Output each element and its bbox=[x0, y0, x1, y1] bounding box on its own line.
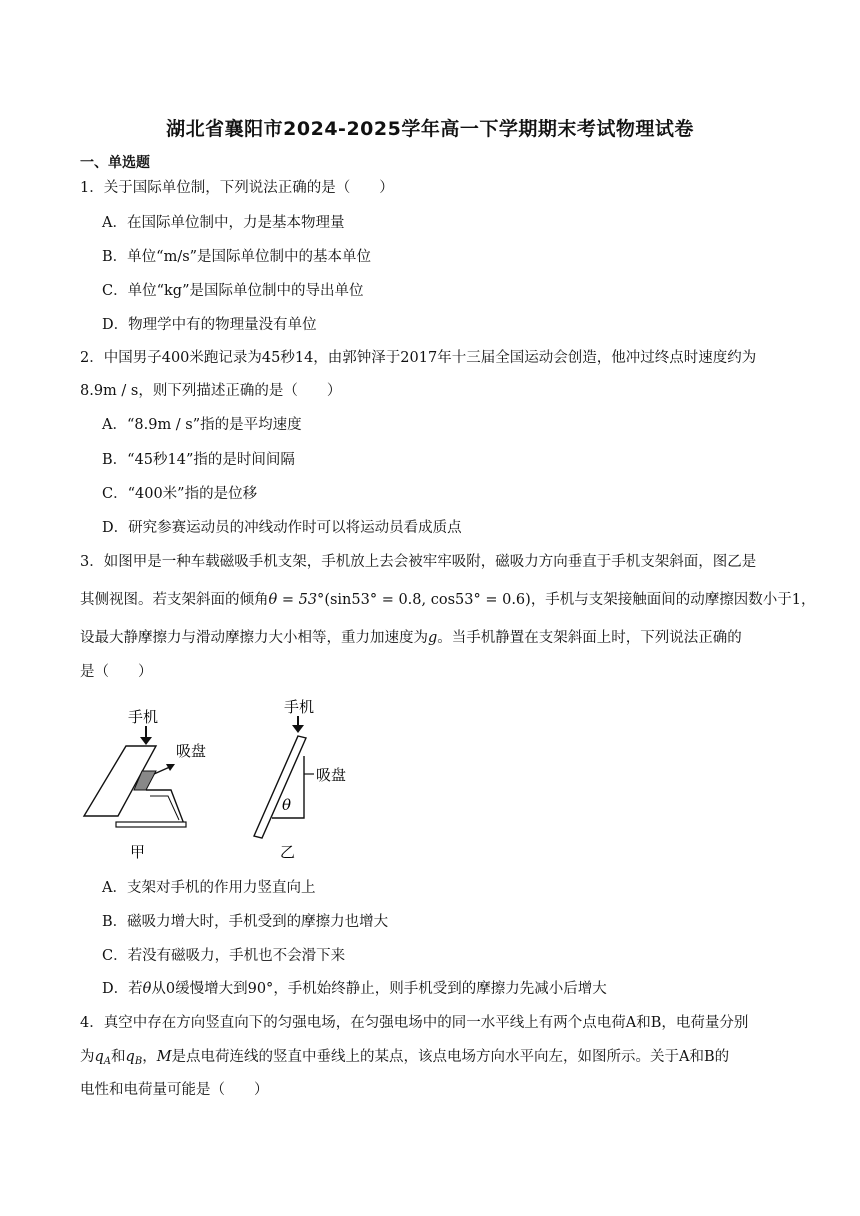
q3-option-d-text-b: 从0缓慢增大到 bbox=[151, 981, 248, 997]
q4-stem-line2 bbox=[80, 1047, 729, 1072]
q3-option-d bbox=[102, 979, 607, 999]
q2-option-c: C．“400米”指的是位移 bbox=[102, 486, 258, 502]
q1-option-d: D．物理学中有的物理量没有单位 bbox=[102, 317, 317, 333]
q4-line2-text-b: 和 bbox=[111, 1049, 126, 1065]
page-title: 湖北省襄阳市2024-2025学年高一下学期期末考试物理试卷 bbox=[166, 118, 694, 140]
q3-stem-line3-text-b: 。当手机静置在支架斜面上时，下列说法正确的 bbox=[437, 630, 742, 646]
q4-stem-line1: 4．真空中存在方向竖直向下的匀强电场，在匀强电场中的同一水平线上有两个点电荷A和B，电荷量分别 bbox=[80, 1015, 749, 1031]
q2-stem-line1: 2．中国男子400米跑记录为45秒14，由郭钟泽于2017年十三届全国运动会创造，他冲过终点时速度约为 bbox=[80, 350, 757, 366]
q3-phone-holder-figure bbox=[76, 696, 376, 866]
figure-yi-phone-label: 手机 bbox=[284, 698, 315, 716]
q4-qa-symbol: q bbox=[94, 1049, 104, 1065]
q3-stem-line1: 3．如图甲是一种车载磁吸手机支架，手机放上去会被牢牢吸附，磁吸力方向垂直于手机支架斜面，图乙是 bbox=[80, 554, 757, 570]
q4-line2-text-c: ， bbox=[142, 1049, 157, 1065]
q3-option-d-degrees: 90° bbox=[247, 981, 274, 997]
q3-option-a: A．支架对手机的作用力竖直向上 bbox=[102, 880, 316, 896]
figure-jia-caption: 甲 bbox=[130, 843, 146, 861]
q1-option-c: C．单位“kg”是国际单位制中的导出单位 bbox=[102, 283, 364, 299]
q3-stem-line3-text-a: 设最大静摩擦力与滑动摩擦力大小相等，重力加速度为 bbox=[80, 630, 428, 646]
q3-stem-line4: 是（ ） bbox=[80, 664, 153, 680]
figure-jia-sucker-label: 吸盘 bbox=[176, 742, 207, 760]
q3-trig-values: (sin53° = 0.8, cos53° = 0.6) bbox=[324, 592, 531, 608]
figure-yi-sucker-label: 吸盘 bbox=[316, 766, 347, 784]
q3-option-b: B．磁吸力增大时，手机受到的摩擦力也增大 bbox=[102, 914, 389, 930]
section-heading: 一、单选题 bbox=[80, 155, 150, 171]
q4-line2-text-a: 为 bbox=[80, 1049, 95, 1065]
q1-stem: 1．关于国际单位制，下列说法正确的是（ ） bbox=[80, 180, 394, 196]
q3-option-d-theta: θ bbox=[142, 981, 152, 997]
q1-option-b: B．单位“m/s”是国际单位制中的基本单位 bbox=[102, 249, 372, 265]
q3-option-d-text-c: ，手机始终静止，则手机受到的摩擦力先减小后增大 bbox=[273, 981, 607, 997]
q3-stem-line2 bbox=[80, 590, 816, 610]
q4-qb-subscript: B bbox=[134, 1056, 143, 1067]
q3-stem-line3 bbox=[80, 628, 742, 648]
figure-yi-drawing bbox=[254, 698, 346, 861]
figure-yi-caption: 乙 bbox=[280, 843, 296, 861]
q3-g-symbol: g bbox=[428, 630, 438, 646]
figure-yi-theta-label: θ bbox=[282, 796, 292, 814]
q4-m-symbol: M bbox=[156, 1049, 172, 1065]
figure-jia-phone-label: 手机 bbox=[128, 708, 159, 726]
q1-option-a: A．在国际单位制中，力是基本物理量 bbox=[102, 215, 345, 231]
q3-theta-equation: θ = 53° bbox=[268, 592, 325, 608]
q2-option-b: B．“45秒14”指的是时间间隔 bbox=[102, 452, 295, 468]
q4-qb-symbol: q bbox=[125, 1049, 135, 1065]
q2-stem-line2: 8.9m / s，则下列描述正确的是（ ） bbox=[80, 383, 342, 399]
q3-stem-line2-text-a: 其侧视图。若支架斜面的倾角 bbox=[80, 592, 269, 608]
q4-stem-line3: 电性和电荷量可能是（ ） bbox=[80, 1082, 269, 1098]
q2-option-a: A．“8.9m / s”指的是平均速度 bbox=[102, 417, 302, 433]
q4-line2-text-d: 是点电荷连线的竖直中垂线上的某点，该点电场方向水平向左，如图所示。关于A和B的 bbox=[171, 1049, 730, 1065]
q3-option-c: C．若没有磁吸力，手机也不会滑下来 bbox=[102, 948, 346, 964]
q3-option-d-text-a: D．若 bbox=[102, 981, 143, 997]
q4-qa-subscript: A bbox=[103, 1056, 112, 1067]
figure-jia-drawing bbox=[84, 708, 206, 861]
q3-stem-line2-text-b: ，手机与支架接触面间的动摩擦因数小于1， bbox=[530, 592, 816, 608]
q2-option-d: D．研究参赛运动员的冲线动作时可以将运动员看成质点 bbox=[102, 520, 462, 536]
